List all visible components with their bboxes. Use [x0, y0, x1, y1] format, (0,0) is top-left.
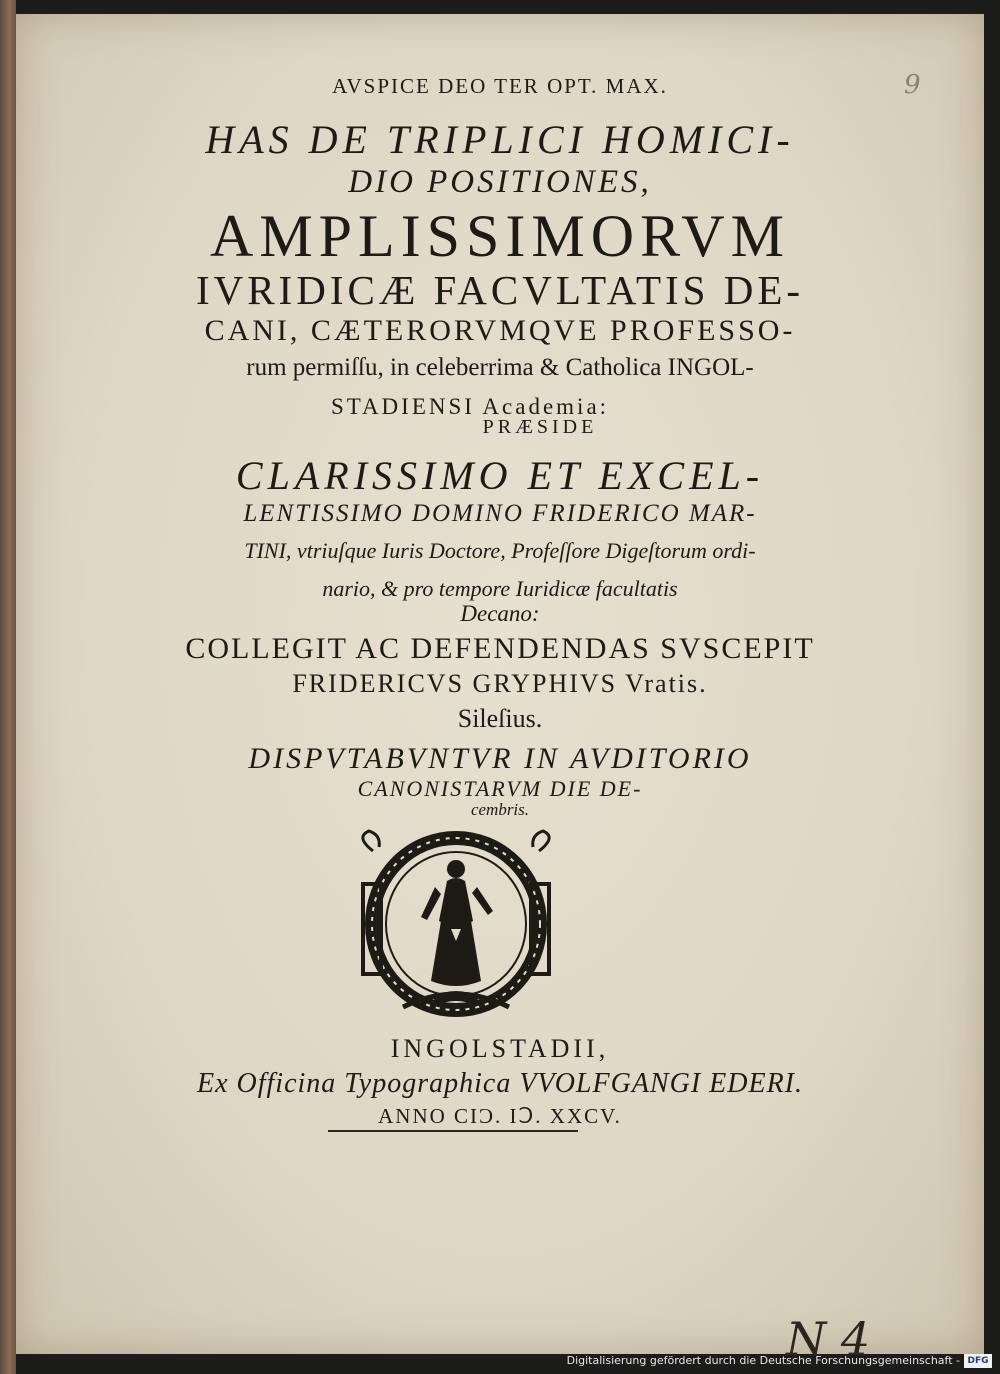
praeses-line-1: CLARISSIMO ET EXCEL- [235, 453, 765, 498]
title-line-5: CANI, CÆTERORVMQVE PROFESSO- [204, 314, 796, 347]
praeses-line-4: nario, & pro tempore Iuridicæ facultatis [322, 576, 678, 601]
title-line-7: STADIENSI Academia: [330, 394, 610, 419]
imprint-year: ANNO CIƆ. IↃ. XXCV. [378, 1104, 622, 1128]
handwritten-shelf-mark: N 4 [786, 1312, 871, 1366]
dfg-logo: DFG [964, 1354, 992, 1368]
respondent-line-3: Sileſius. [457, 704, 543, 733]
folio-number: 9 [904, 70, 921, 100]
praeside-line: PRÆSIDE [482, 416, 598, 438]
title-line-6: rum permiſſu, in celeberrima & Catholica INGOL- [246, 354, 754, 381]
title-line-3: AMPLISSIMORVM [210, 203, 790, 269]
digitization-credit: Digitalisierung gefördert durch die Deutsche Forschungsgemeinschaft - [566, 1354, 960, 1367]
title-line-1: HAS DE TRIPLICI HOMICI- [205, 117, 795, 162]
disputation-line-1: DISPVTABVNTVR IN AVDITORIO [248, 742, 752, 775]
imprint-printer: Ex Officina Typographica VVOLFGANGI EDERI. [197, 1068, 803, 1099]
respondent-line-1: COLLEGIT AC DEFENDENDAS SVSCEPIT [185, 632, 815, 665]
auspice-line: AVSPICE DEO TER OPT. MAX. [332, 74, 668, 98]
disputation-line-3: cembris. [470, 800, 530, 819]
title-line-2: DIO POSITIONES, [348, 164, 652, 200]
praeses-line-3: TINI, vtriuſque Iuris Doctore, Profeſſore Digeſtorum ordi- [244, 538, 756, 563]
book-spine-edge [0, 0, 16, 1374]
disputation-line-2: CANONISTARVM DIE DE- [357, 776, 643, 801]
imprint-city: INGOLSTADII, [390, 1034, 610, 1063]
printers-device-woodcut [343, 829, 569, 1019]
title-line-4: IVRIDICÆ FACVLTATIS DE- [195, 267, 805, 313]
imprint-rule [328, 1130, 578, 1132]
praeses-line-5: Decano: [460, 601, 540, 626]
respondent-line-2: FRIDERICVS GRYPHIVS Vratis. [292, 669, 708, 698]
praeses-line-2: LENTISSIMO DOMINO FRIDERICO MAR- [243, 500, 757, 527]
